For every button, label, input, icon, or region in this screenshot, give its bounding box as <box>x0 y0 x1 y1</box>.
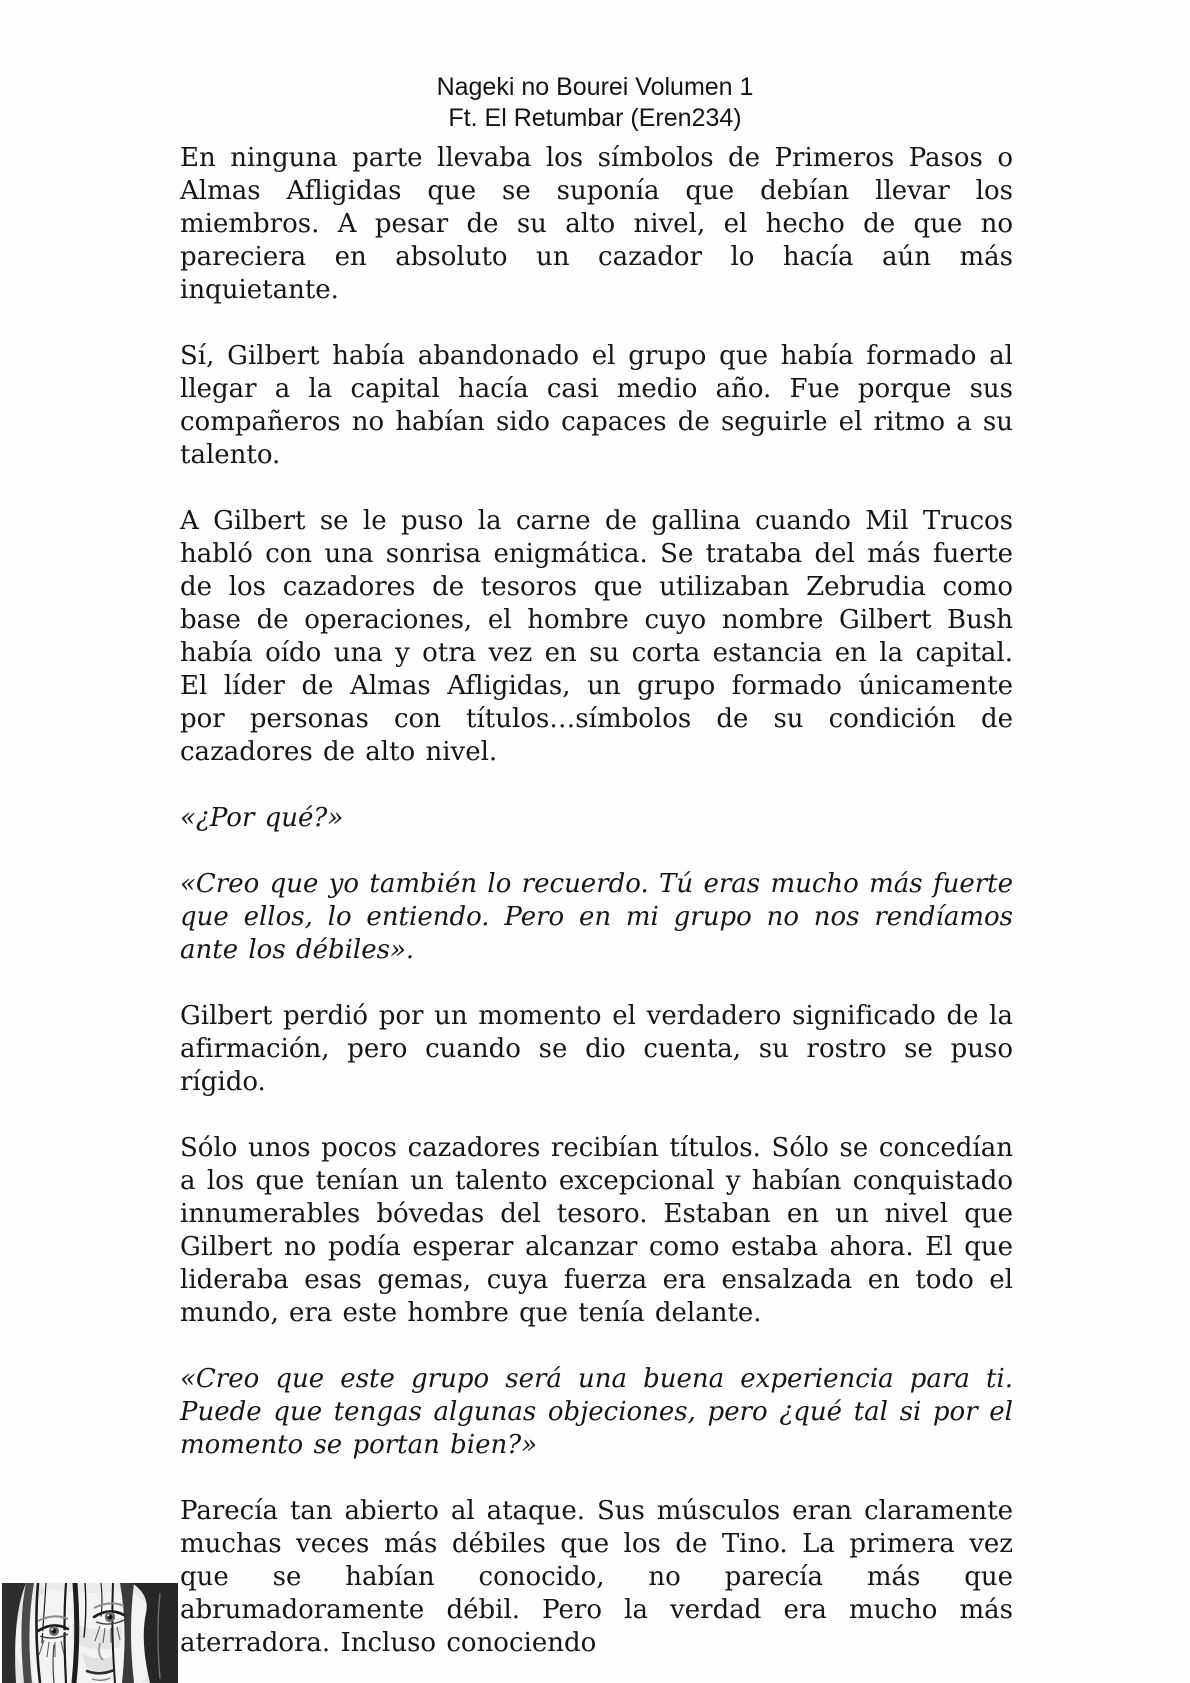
document-subtitle: Ft. El Retumbar (Eren234) <box>448 104 742 132</box>
paragraph: En ninguna parte llevaba los símbolos de Primeros Pasos o Almas Afligidas que se suponía que debían llevar los miembros. A pesar de su alto nivel, el hecho de que no pareciera en absoluto un cazador lo hacía aún más inquietante. <box>180 143 1013 305</box>
paragraph: A Gilbert se le puso la carne de gallina cuando Mil Trucos habló con una sonrisa enigmática. Se trataba del más fuerte de los cazadores de tesoros que utilizaban Zebrudia como base de operaciones, el hombre cuyo nombre Gilbert Bush había oído una y otra vez en su corta estancia en la capital. El líder de Almas Afligidas, un grupo formado únicamente por personas con títulos…símbolos de su condición de cazadores de alto nivel. <box>180 506 1013 767</box>
paragraph: Sólo unos pocos cazadores recibían títulos. Sólo se concedían a los que tenían un talento excepcional y habían conquistado innumerables bóvedas del tesoro. Estaban en un nivel que Gilbert no podía esperar alcanzar como estaba ahora. El que lideraba esas gemas, cuya fuerza era ensalzada en todo el mundo, era este hombre que tenía delante. <box>180 1133 1013 1328</box>
quote-paragraph: «Creo que este grupo será una buena experiencia para ti. Puede que tengas algunas objeciones, pero ¿qué tal si por el momento se portan bien?» <box>180 1364 1013 1460</box>
manga-face-illustration-svg <box>2 1583 178 1683</box>
paragraph: Sí, Gilbert había abandonado el grupo que había formado al llegar a la capital hacía casi medio año. Fue porque sus compañeros no habían sido capaces de seguirle el ritmo a su talento. <box>180 341 1013 470</box>
document-title: Nageki no Bourei Volumen 1 <box>436 73 754 101</box>
paragraph: Parecía tan abierto al ataque. Sus músculos eran claramente muchas veces más débiles que los de Tino. La primera vez que se habían conocido, no parecía más que abrumadoramente débil. Pero la verdad era mucho más aterradora. Incluso conociendo <box>180 1496 1013 1658</box>
body-text <box>180 142 1013 1660</box>
quote-paragraph: «¿Por qué?» <box>180 803 344 833</box>
quote-paragraph: «Creo que yo también lo recuerdo. Tú eras mucho más fuerte que ellos, lo entiendo. Pero en mi grupo no nos rendíamos ante los débiles». <box>180 869 1013 965</box>
paragraph: Gilbert perdió por un momento el verdadero significado de la afirmación, pero cuando se dio cuenta, su rostro se puso rígido. <box>180 1001 1013 1097</box>
manga-face-image <box>2 1583 178 1683</box>
page-header <box>0 0 1190 134</box>
